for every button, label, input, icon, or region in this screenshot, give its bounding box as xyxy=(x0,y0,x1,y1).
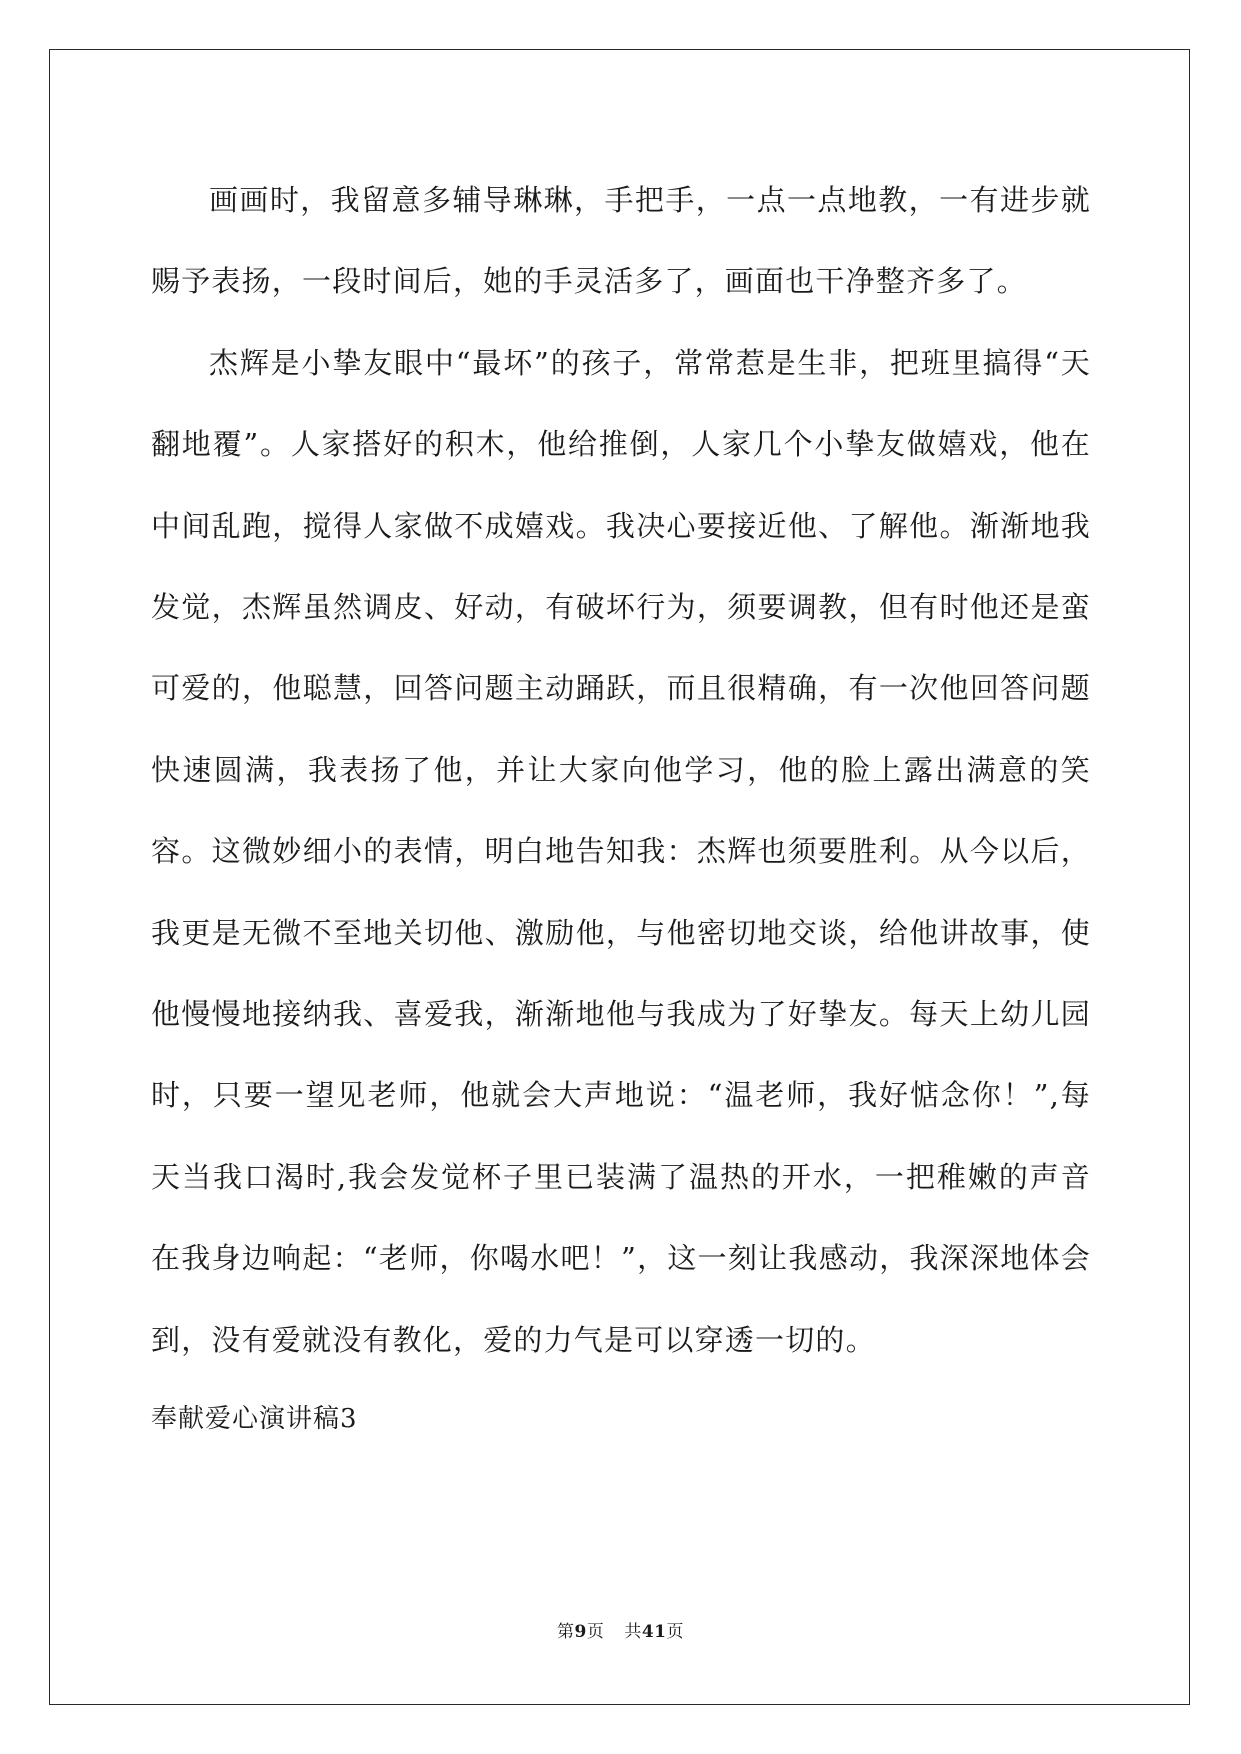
paragraph-2: 杰辉是小挚友眼中“最坏”的孩子，常常惹是生非，把班里搞得“天翻地覆”。人家搭好的积木，他给推倒，人家几个小挚友做嬉戏，他在中间乱跑，搅得人家做不成嬉戏。我决心要接近他、了解他。渐渐地我发觉，杰辉虽然调皮、好动，有破坏行为，须要调教，但有时他还是蛮可爱的，他聪慧，回答问题主动踊跃，而且很精确，有一次他回答问题快速圆满，我表扬了他，并让大家向他学习，他的脸上露出满意的笑容。这微妙细小的表情，明白地告知我：杰辉也须要胜利。从今以后，我更是无微不至地关切他、激励他，与他密切地交谈，给他讲故事，使他慢慢地接纳我、喜爱我，渐渐地他与我成为了好挚友。每天上幼儿园时，只要一望见老师，他就会大声地说：“温老师，我好惦念你！”,每天当我口渴时,我会发觉杯子里已装满了温热的开水，一把稚嫩的声音在我身边响起：“老师，你喝水吧！”，这一刻让我感动，我深深地体会到，没有爱就没有教化，爱的力气是可以穿透一切的。 xyxy=(151,345,1091,1357)
page-footer xyxy=(0,1617,1241,1642)
footer-prefix: 第 xyxy=(556,1622,575,1642)
total-pages: 41 xyxy=(641,1622,667,1642)
document-body xyxy=(151,160,1091,1449)
page-number: 9 xyxy=(574,1622,587,1642)
paragraph-1: 画画时，我留意多辅导琳琳，手把手，一点一点地教，一有进步就赐予表扬，一段时间后，她的手灵活多了，画面也干净整齐多了。 xyxy=(151,183,1091,299)
footer-page-suffix: 页 xyxy=(586,1622,605,1642)
footer-total-prefix: 共 xyxy=(624,1622,642,1642)
section-heading: 奉献爱心演讲稿3 xyxy=(151,1404,358,1435)
footer-total-suffix: 页 xyxy=(666,1622,684,1642)
